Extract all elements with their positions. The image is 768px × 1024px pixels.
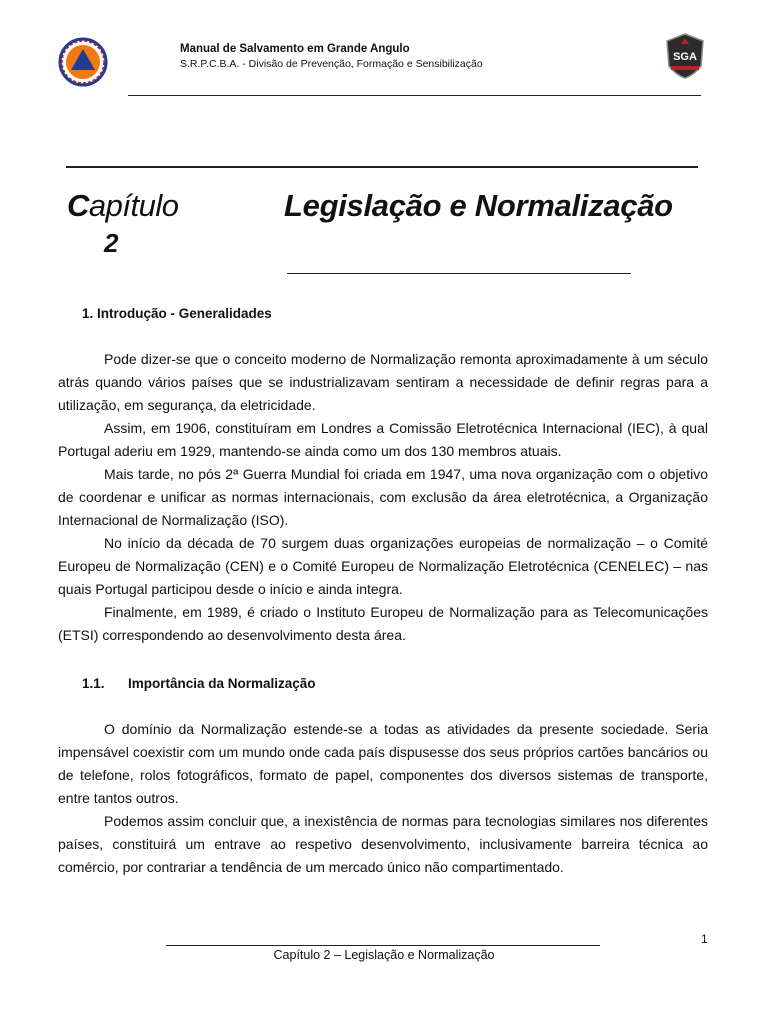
sga-badge-text: SGA <box>673 51 697 63</box>
paragraph: Assim, em 1906, constituíram em Londres a Comissão Eletrotécnica Internacional (IEC), à qual Portugal aderiu em 1929, mantendo-se ainda como um dos 130 membros atuais. <box>58 420 708 459</box>
subsection-title: Importância da Normalização <box>128 676 316 691</box>
header-subtitle: S.R.P.C.B.A. - Divisão de Prevenção, Formação e Sensibilização <box>180 58 483 70</box>
paragraph: Pode dizer-se que o conceito moderno de Normalização remonta aproximadamente à um século atrás quando vários países que se industrializavam sentiram a necessidade de definir regras para a utilização, em segurança, da eletricidade. <box>58 351 708 413</box>
paragraph: Podemos assim concluir que, a inexistência de normas para tecnologias similares nos diferentes países, constituirá um entrave ao respetivo desenvolvimento, inclusivamente barreira técnica ao comércio, por contrariar a tendência de um mercado único não compartimentado. <box>58 813 708 875</box>
header-rule <box>128 95 701 96</box>
paragraph: Finalmente, em 1989, é criado o Instituto Europeu de Normalização para as Telecomunicações (ETSI) correspondendo ao desenvolvimento desta área. <box>58 604 708 643</box>
section-heading-introducao: 1. Introdução - Generalidades <box>82 306 272 321</box>
civil-protection-logo <box>57 37 109 87</box>
sga-badge-logo <box>664 32 706 80</box>
paragraph: No início da década de 70 surgem duas organizações europeias de normalização – o Comité Europeu de Normalização (CEN) e o Comité Europeu de Normalização Eletrotécnica (CENELEC) – nas quais Portugal participou desde o início e ainda integra. <box>58 535 708 597</box>
chapter-word-rest: apítulo <box>88 188 179 223</box>
chapter-title-rule <box>287 273 631 274</box>
chapter-word-initial: C <box>67 188 89 223</box>
chapter-title: Legislação e Normalização <box>284 188 673 223</box>
chapter-number: 2 <box>104 228 119 258</box>
subsection-number: 1.1. <box>82 676 105 691</box>
chapter-word <box>67 188 178 224</box>
footer-text: Capítulo 2 – Legislação e Normalização <box>273 948 495 962</box>
footer-rule <box>166 945 600 946</box>
paragraph: O domínio da Normalização estende-se a todas as atividades da presente sociedade. Seria impensável coexistir com um mundo onde cada país dispusesse dos seus próprios cartões bancários ou de telefone, rolos fotográficos, formato de papel, componentes dos diversos sistemas de transporte, entre tantos outros. <box>58 721 708 806</box>
header-title: Manual de Salvamento em Grande Angulo <box>180 43 410 55</box>
page-number: 1 <box>701 932 708 946</box>
chapter-top-rule <box>66 166 698 168</box>
paragraph: Mais tarde, no pós 2ª Guerra Mundial foi criada em 1947, uma nova organização com o objetivo de coordenar e unificar as normas internacionais, com exclusão da área eletrotécnica, a Organização Internacional de Normalização (ISO). <box>58 466 708 528</box>
